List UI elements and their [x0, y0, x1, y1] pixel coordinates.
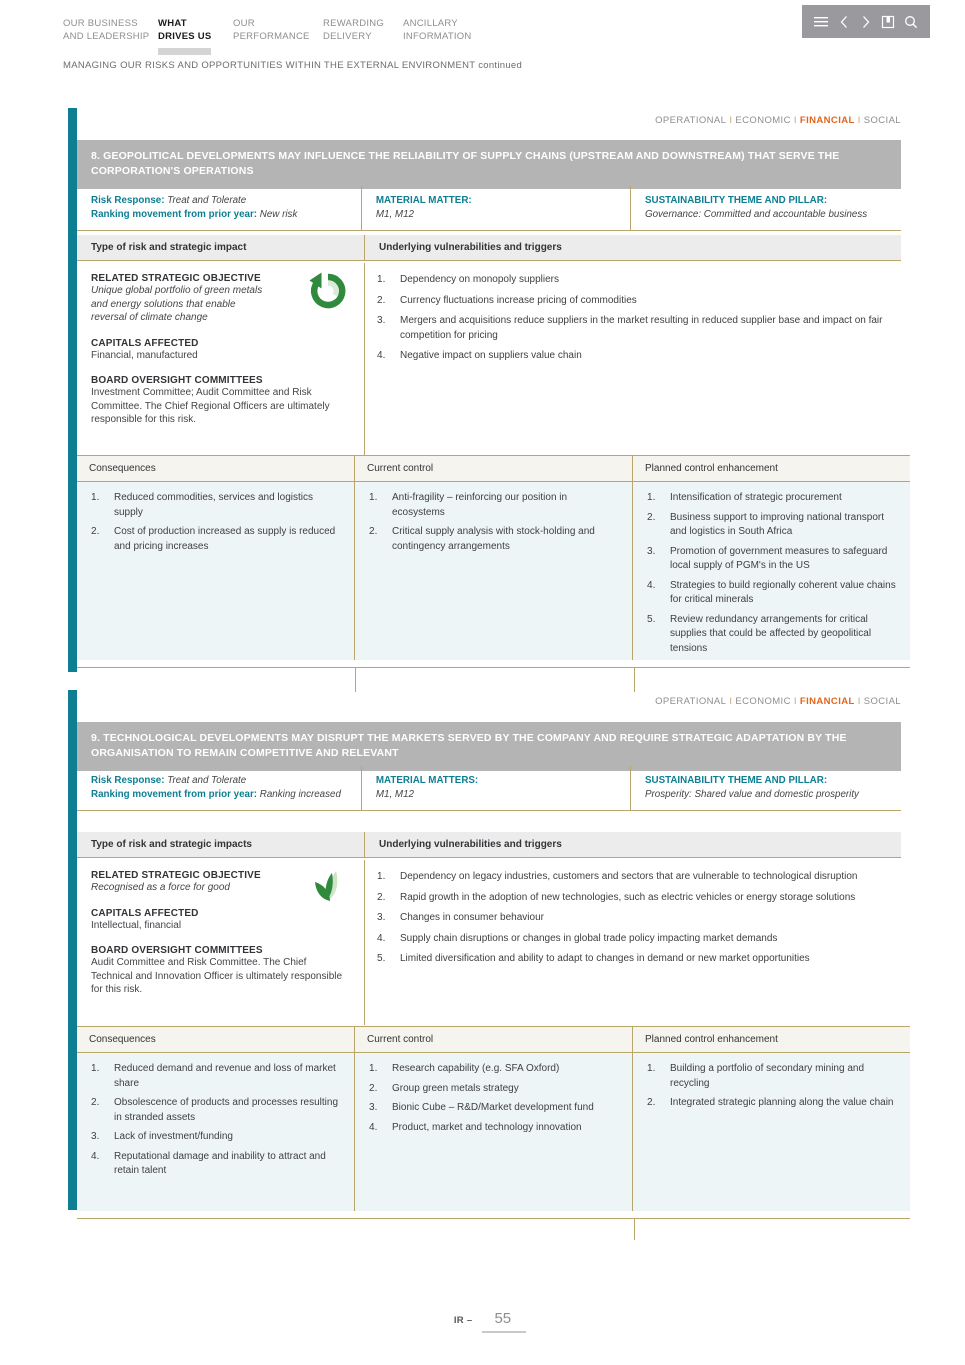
risk9-title: 9. TECHNOLOGICAL DEVELOPMENTS MAY DISRUPT THE MARKETS SERVED BY THE COMPANY AND REQUIRE STRATEGIC ADAPTATION BY THE ORGANISATION TO REMAIN COMPETITIVE AND RELEVANT [77, 722, 901, 771]
category-financial: FINANCIAL [799, 696, 855, 707]
list-item: Bionic Cube – R&D/Market development fund [392, 1102, 594, 1113]
risk8-accent-bar [68, 108, 77, 672]
list-item: Supply chain disruptions or changes in global trade policy impacting market demands [400, 932, 778, 944]
risk8-vulnerabilities-column [365, 263, 901, 455]
risk8-current-control-cell [355, 482, 633, 660]
table-row [77, 1053, 910, 1211]
risk9-objective-label: RELATED STRATEGIC OBJECTIVE [91, 870, 261, 881]
risk9-subheader-right: Underlying vulnerabilities and triggers [379, 839, 562, 850]
risk8-subheader-row [77, 235, 901, 261]
risk8-objective-label: RELATED STRATEGIC OBJECTIVE [91, 273, 261, 284]
category-separator: I [857, 115, 861, 126]
bookmark-icon[interactable] [880, 14, 896, 30]
page-subtitle-main: MANAGING OUR RISKS AND OPPORTUNITIES WITHIN THE EXTERNAL ENVIRONMENT [63, 60, 479, 71]
list-item: Dependency on legacy industries, customers and sectors that are vulnerable to technological disruption [400, 871, 858, 882]
risk9-objective-value: Recognised as a force for good [91, 882, 230, 893]
risk8-title: 8. GEOPOLITICAL DEVELOPMENTS MAY INFLUENCE THE RELIABILITY OF SUPPLY CHAINS (UPSTREAM AND DOWNSTREAM) THAT SERVE THE CORPORATION'S OPERATIONS [77, 140, 901, 189]
risk8-board-label: BOARD OVERSIGHT COMMITTEES [91, 375, 263, 386]
list-item: Review redundancy arrangements for critical supplies that could be affected by geopolitical tensions [670, 613, 872, 654]
nav-label-line2: AND LEADERSHIP [63, 31, 150, 42]
list-item: Limited diversification and ability to adapt to changes in demand or new market opportunities [400, 953, 810, 964]
category-separator: I [729, 115, 733, 126]
nav-label-line2: INFORMATION [403, 31, 472, 42]
table-header-current-control: Current control [355, 456, 633, 481]
category-financial: FINANCIAL [799, 115, 855, 126]
category-separator: I [793, 115, 797, 126]
risk-response-label: Risk Response: [91, 195, 165, 206]
risk8-capitals-label: CAPITALS AFFECTED [91, 337, 199, 349]
risk9-subheader-left: Type of risk and strategic impacts [77, 832, 365, 857]
page-subtitle [63, 60, 522, 71]
risk8-subheader-right: Underlying vulnerabilities and triggers [379, 242, 562, 253]
list-item: Product, market and technology innovation [392, 1121, 582, 1133]
risk9-planned-control-cell [633, 1053, 910, 1211]
material-matters-value: M1, M12 [375, 788, 414, 800]
nav-label-line1: WHAT [158, 18, 187, 29]
list-item: Integrated strategic planning along the value chain [670, 1097, 894, 1108]
table-header-planned-control: Planned control enhancement [645, 463, 778, 474]
list-item: Critical supply analysis with stock-holding and contingency arrangements [392, 526, 595, 552]
risk9-meta-sustainability [631, 766, 901, 810]
table-header-consequences: Consequences [77, 456, 355, 481]
nav-item-what-drives-us[interactable] [158, 17, 233, 43]
material-matter-value: M1, M12 [375, 208, 414, 220]
nav-item-our-business-and-leadership[interactable] [63, 17, 158, 43]
risk9-table-bottom-border [77, 1218, 910, 1219]
nav-item-our-performance[interactable] [233, 17, 323, 43]
nav-label-line2: DELIVERY [323, 31, 372, 42]
ranking-movement-label: Ranking movement from prior year: [91, 788, 258, 800]
circular-arrow-icon [306, 271, 350, 311]
toolbar [802, 5, 930, 38]
risk8-table-header-row [77, 455, 910, 482]
top-navigation [63, 17, 493, 43]
category-separator: I [857, 696, 861, 707]
risk8-planned-control-list [645, 491, 900, 656]
sustainability-label: SUSTAINABILITY THEME AND PILLAR: [644, 775, 828, 786]
nav-label-line1: OUR [233, 18, 255, 29]
ranking-movement-value: New risk [259, 208, 298, 220]
table-row [77, 482, 910, 660]
material-matter-label: MATERIAL MATTER: [375, 195, 472, 206]
list-item: Cost of production increased as supply is reduced and pricing increases [114, 526, 336, 552]
risk8-meta-strip [77, 186, 901, 231]
category-operational: OPERATIONAL [655, 115, 727, 126]
category-social: SOCIAL [863, 696, 901, 707]
leaf-icon [306, 868, 350, 908]
list-item: Negative impact on suppliers value chain [400, 350, 582, 361]
list-item: Strategies to build regionally coherent value chains for critical minerals [670, 579, 896, 605]
risk9-current-control-cell [355, 1053, 633, 1211]
risk8-subheader-left: Type of risk and strategic impact [77, 235, 365, 260]
risk9-accent-bar [68, 690, 77, 1210]
risk9-board-label: BOARD OVERSIGHT COMMITTEES [91, 945, 263, 956]
page-footer [0, 1310, 965, 1333]
risk9-body-row [77, 860, 901, 1025]
table-header-consequences: Consequences [77, 1027, 355, 1052]
risk8-table-bottom-border [77, 667, 910, 668]
risk9-vulnerabilities-column [365, 860, 901, 1025]
risk9-table-header-row [77, 1026, 910, 1053]
menu-icon[interactable] [813, 14, 829, 30]
risk8-divider-stub-right [634, 667, 635, 692]
category-separator: I [729, 696, 733, 707]
category-separator: I [793, 696, 797, 707]
risk8-meta-material [362, 186, 631, 230]
next-icon[interactable] [858, 14, 874, 30]
sustainability-label: SUSTAINABILITY THEME AND PILLAR: [644, 195, 828, 206]
risk8-consequences-cell [77, 482, 355, 660]
list-item: Research capability (e.g. SFA Oxford) [392, 1063, 560, 1074]
risk9-meta-response [77, 766, 362, 810]
table-header-current-control: Current control [355, 1027, 633, 1052]
risk9-control-table [77, 1026, 910, 1211]
table-header-planned-control: Planned control enhancement [645, 1034, 778, 1045]
risk8-consequences-list [89, 491, 344, 554]
list-item: Dependency on monopoly suppliers [400, 274, 559, 285]
category-economic: ECONOMIC [735, 115, 791, 126]
nav-item-ancillary-information[interactable] [403, 17, 493, 43]
nav-label-line2: PERFORMANCE [233, 31, 310, 42]
risk9-category-legend [655, 696, 901, 707]
list-item: Building a portfolio of secondary mining and recycling [670, 1063, 865, 1089]
nav-item-rewarding-delivery[interactable] [323, 17, 403, 43]
risk8-objective-value: Unique global portfolio of green metals and energy solutions that enable reversal of climate change [91, 285, 263, 323]
risk9-strategic-column [77, 860, 365, 1025]
material-matters-label: MATERIAL MATTERS: [375, 775, 479, 786]
risk9-meta-material [362, 766, 631, 810]
list-item: Mergers and acquisitions reduce suppliers in the market resulting in reduced supplier base and impact on fair competition for pricing [400, 315, 883, 341]
risk8-board-value: Investment Committee; Audit Committee and Risk Committee. The Chief Regional Officers are ultimately responsible for this risk. [91, 387, 330, 425]
risk9-divider-stub-right [634, 1218, 635, 1240]
search-icon[interactable] [903, 14, 919, 30]
risk-response-value: Treat and Tolerate [167, 195, 247, 206]
sustainability-value: Governance: Committed and accountable business [644, 208, 868, 220]
list-item: Anti-fragility – reinforcing our position in ecosystems [392, 492, 568, 518]
list-item: Reputational damage and inability to attract and retain talent [114, 1150, 326, 1176]
risk9-consequences-cell [77, 1053, 355, 1211]
risk9-vulnerabilities-list [375, 870, 895, 967]
ranking-movement-label: Ranking movement from prior year: [91, 208, 258, 220]
nav-label-line1: REWARDING [323, 18, 385, 29]
risk8-capitals-value: Financial, manufactured [91, 349, 198, 361]
page-number: 55 [494, 1310, 511, 1333]
risk8-meta-response [77, 186, 362, 230]
risk9-board-value: Audit Committee and Risk Committee. The Chief Technical and Innovation Officer is ultimately responsible for this risk. [91, 957, 343, 995]
list-item: Intensification of strategic procurement [670, 492, 842, 503]
risk8-category-legend [655, 115, 901, 126]
risk-response-value: Treat and Tolerate [167, 775, 247, 786]
list-item: Promotion of government measures to safeguard local supply of PGM's in the US [670, 545, 888, 571]
nav-label-line1: OUR BUSINESS [63, 18, 138, 29]
risk8-strategic-column [77, 263, 365, 455]
list-item: Group green metals strategy [392, 1082, 519, 1094]
list-item: Lack of investment/funding [114, 1131, 233, 1142]
previous-icon[interactable] [836, 14, 852, 30]
risk9-planned-control-list [645, 1062, 900, 1111]
risk8-meta-sustainability [631, 186, 901, 230]
nav-label-line1: ANCILLARY [403, 18, 458, 29]
category-economic: ECONOMIC [735, 696, 791, 707]
page-subtitle-continued: continued [478, 60, 523, 71]
report-code: IR – [453, 1315, 473, 1326]
category-operational: OPERATIONAL [655, 696, 727, 707]
risk9-consequences-list [89, 1062, 344, 1179]
list-item: Obsolescence of products and processes resulting in stranded assets [114, 1097, 339, 1123]
risk9-subheader-row [77, 832, 901, 858]
list-item: Reduced demand and revenue and loss of market share [114, 1063, 336, 1089]
risk9-meta-strip [77, 766, 901, 811]
risk8-planned-control-cell [633, 482, 910, 660]
nav-label-line2: DRIVES US [158, 31, 212, 42]
risk8-control-table [77, 455, 910, 660]
risk8-vulnerabilities-list [375, 273, 895, 364]
list-item: Rapid growth in the adoption of new technologies, such as electric vehicles or energy storage solutions [400, 891, 856, 903]
risk-response-label: Risk Response: [91, 775, 165, 786]
list-item: Business support to improving national transport and logistics in South Africa [670, 511, 885, 537]
risk8-body-row [77, 263, 901, 455]
sustainability-value: Prosperity: Shared value and domestic prosperity [644, 788, 859, 800]
risk9-current-control-list [367, 1062, 622, 1135]
category-social: SOCIAL [863, 115, 901, 126]
risk8-current-control-list [367, 491, 622, 554]
ranking-movement-value: Ranking increased [259, 788, 341, 800]
risk9-capitals-label: CAPITALS AFFECTED [91, 907, 199, 919]
risk9-capitals-value: Intellectual, financial [91, 919, 182, 931]
list-item: Currency fluctuations increase pricing of commodities [400, 294, 637, 306]
list-item: Changes in consumer behaviour [400, 912, 544, 923]
list-item: Reduced commodities, services and logistics supply [114, 492, 313, 518]
risk8-divider-stub-left [355, 667, 356, 692]
